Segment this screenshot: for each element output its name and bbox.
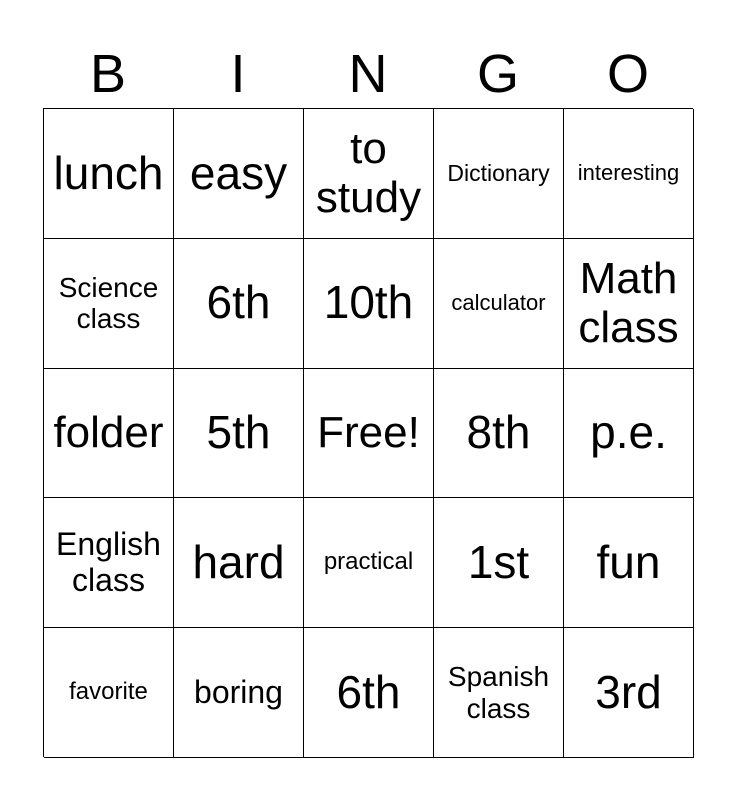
bingo-cell[interactable] [564,369,694,499]
cell-text: Math class [578,253,679,353]
cell-text: p.e. [590,406,667,459]
cell-text: boring [194,673,283,710]
bingo-cell[interactable] [44,498,174,628]
cell-text: 1st [467,536,530,589]
cell-text: 3rd [595,665,662,718]
cell-text: to study [315,124,422,223]
bingo-board [43,108,693,757]
header-letter-b: B [89,44,127,104]
cell-text: 6th [336,665,401,718]
bingo-cell free-space[interactable] [304,369,434,499]
bingo-cell[interactable] [304,498,434,628]
cell-text: hard [192,536,285,589]
cell-text: Science class [58,271,159,335]
cell-text: Spanish class [447,661,550,724]
bingo-cell[interactable] [44,239,174,369]
cell-text: Dictionary [447,159,550,186]
bingo-cell[interactable] [174,109,304,239]
header-letter-o: O [606,44,649,104]
cell-text: easy [189,146,288,199]
header-letter-i: I [230,44,246,104]
bingo-cell[interactable] [174,239,304,369]
bingo-cell[interactable] [434,498,564,628]
bingo-cell[interactable] [304,628,434,758]
cell-text: 5th [206,406,271,459]
cell-text: 6th [206,276,271,329]
cell-text: folder [53,408,164,458]
bingo-cell[interactable] [564,498,694,628]
cell-text: 8th [466,406,531,459]
bingo-cell[interactable] [174,369,304,499]
header-letter-n: N [348,44,388,104]
bingo-cell[interactable] [564,239,694,369]
cell-text: 10th [323,276,414,329]
bingo-cell[interactable] [174,498,304,628]
bingo-cell[interactable] [434,109,564,239]
bingo-cell[interactable] [304,239,434,369]
bingo-cell[interactable] [434,239,564,369]
cell-text: lunch [53,146,164,199]
bingo-cell[interactable] [564,628,694,758]
bingo-cell[interactable] [304,109,434,239]
bingo-cell[interactable] [434,628,564,758]
cell-text: favorite [69,678,148,706]
cell-text: fun [596,536,661,589]
cell-text: practical [323,548,414,576]
free-space-text: Free! [317,408,420,458]
cell-text: calculator [451,289,546,315]
bingo-cell[interactable] [44,628,174,758]
bingo-cell[interactable] [564,109,694,239]
bingo-cell[interactable] [174,628,304,758]
cell-text: interesting [577,160,680,186]
bingo-header [43,40,693,108]
cell-text: English class [56,525,161,598]
bingo-cell[interactable] [44,109,174,239]
bingo-cell[interactable] [44,369,174,499]
header-letter-g: G [476,44,519,104]
bingo-cell[interactable] [434,369,564,499]
